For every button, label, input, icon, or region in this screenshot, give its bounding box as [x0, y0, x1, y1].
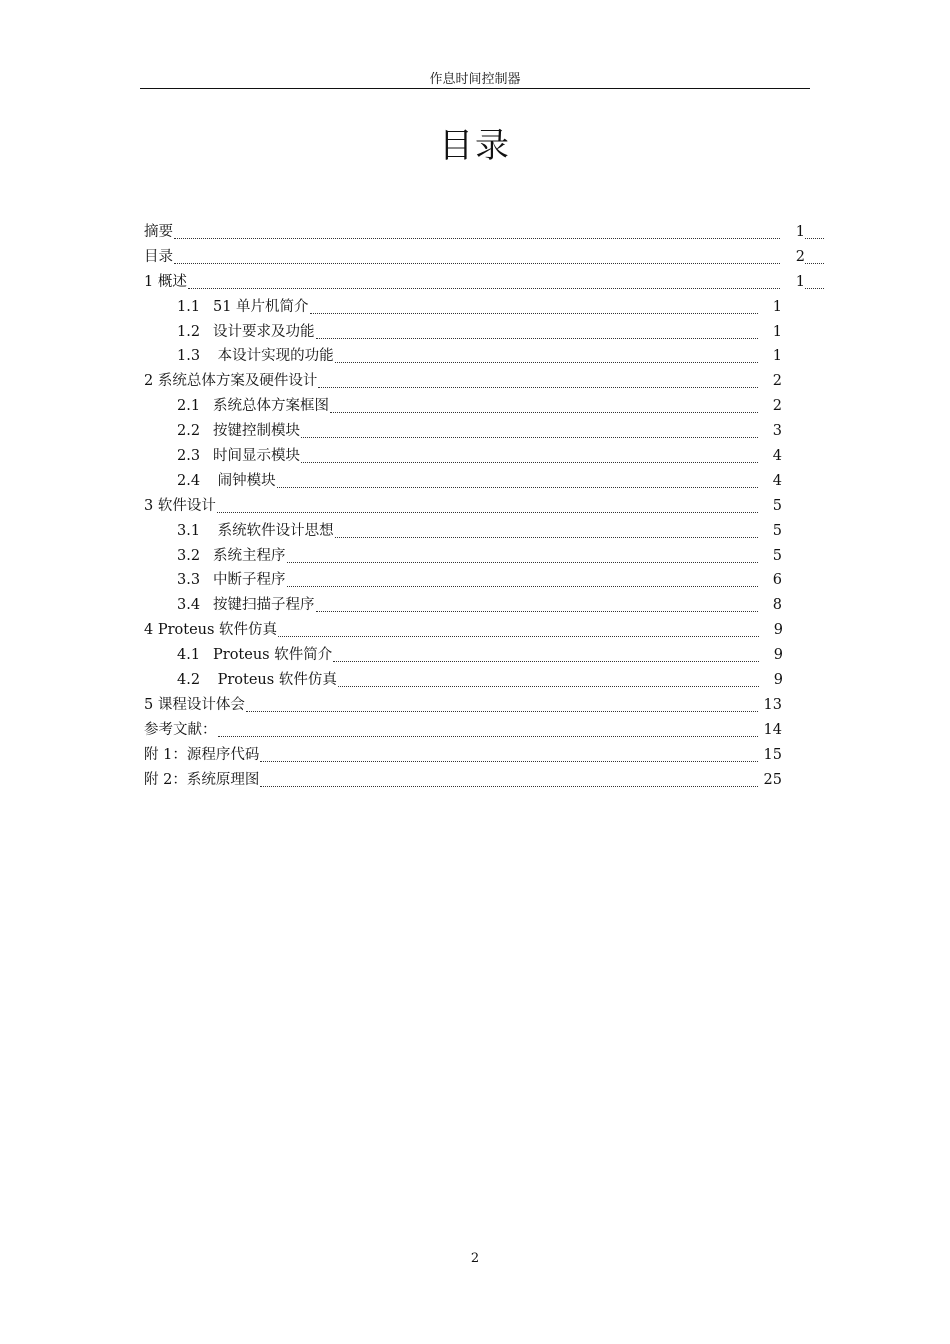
toc-entry[interactable]	[144, 471, 824, 496]
toc-entry-page: 15	[758, 745, 782, 765]
toc-entry-label	[177, 421, 301, 441]
toc-dot-leader	[217, 500, 762, 513]
toc-entry-number: 3.2	[177, 547, 201, 564]
toc-entry[interactable]	[144, 222, 824, 247]
toc-entry-page: 9	[759, 645, 783, 665]
toc-entry[interactable]	[144, 695, 824, 720]
toc-entry-text: 参考文献：	[144, 721, 217, 738]
toc-entry-page: 1	[758, 346, 782, 366]
toc-entry[interactable]	[144, 371, 824, 396]
toc-entry-label	[177, 546, 287, 566]
toc-entry-page: 25	[758, 770, 782, 790]
toc-entry-number: 2.4	[177, 472, 201, 489]
toc-dot-leader	[218, 724, 762, 737]
toc-entry-text: 按键扫描子程序	[213, 597, 315, 614]
toc-entry-label	[144, 695, 246, 715]
toc-entry[interactable]	[144, 570, 824, 595]
toc-entry-label	[177, 396, 330, 416]
toc-entry-label	[177, 346, 335, 366]
toc-entry[interactable]	[144, 745, 824, 770]
toc-entry-number: 3.4	[177, 597, 201, 614]
toc-entry-page: 14	[758, 720, 782, 740]
toc-entry-label	[177, 446, 301, 466]
toc-dot-leader	[260, 749, 762, 762]
toc-entry-label	[177, 645, 333, 665]
toc-entry[interactable]	[144, 595, 824, 620]
toc-entry[interactable]	[144, 396, 824, 421]
toc-entry[interactable]	[144, 670, 824, 695]
toc-entry[interactable]	[144, 546, 824, 571]
toc-entry-page: 9	[759, 670, 783, 690]
toc-entry[interactable]	[144, 297, 824, 322]
toc-entry-number: 4	[144, 622, 154, 639]
toc-entry[interactable]	[144, 620, 824, 645]
toc-dot-leader	[287, 574, 762, 587]
toc-entry-page: 5	[758, 496, 782, 516]
toc-entry-number: 3.3	[177, 572, 201, 589]
toc-dot-leader	[188, 276, 824, 289]
toc-entry-label	[177, 570, 287, 590]
toc-entry-text: Proteus 软件仿真	[213, 672, 337, 689]
toc-entry-number: 4.1	[177, 647, 201, 664]
toc-entry-page: 6	[758, 570, 782, 590]
toc-entry-text: 课程设计体会	[157, 696, 245, 713]
toc-entry-label	[144, 496, 217, 516]
toc-entry-text: Proteus 软件简介	[213, 647, 333, 664]
toc-entry-text: 软件设计	[157, 497, 216, 514]
toc-entry[interactable]	[144, 247, 824, 272]
toc-entry[interactable]	[144, 346, 824, 371]
toc-entry-text: 中断子程序	[213, 572, 286, 589]
toc-dot-leader	[333, 649, 763, 662]
toc-dot-leader	[310, 301, 762, 314]
toc-title: 目录	[439, 126, 511, 166]
toc-entry-label	[144, 620, 278, 640]
toc-dot-leader	[174, 226, 824, 239]
toc-dot-leader	[287, 550, 762, 563]
toc-entry-page: 1	[781, 222, 805, 242]
toc-entry[interactable]	[144, 446, 824, 471]
toc-entry-text: 设计要求及功能	[213, 323, 315, 340]
table-of-contents	[144, 222, 824, 794]
toc-entry-number: 1	[144, 273, 154, 290]
toc-entry-number: 1.2	[177, 323, 201, 340]
toc-entry-page: 2	[758, 396, 782, 416]
toc-entry-text: 51 单片机简介	[213, 298, 309, 315]
toc-entry-label	[177, 322, 316, 342]
toc-entry-label	[144, 371, 318, 391]
toc-dot-leader	[316, 599, 762, 612]
toc-dot-leader	[278, 624, 763, 637]
toc-entry-page: 2	[781, 247, 805, 267]
toc-entry-text: 摘要	[144, 224, 173, 240]
toc-entry-label	[177, 595, 316, 615]
running-header: 作息时间控制器	[429, 72, 521, 87]
toc-dot-leader	[246, 699, 762, 712]
toc-entry-number: 2	[144, 373, 154, 390]
toc-entry[interactable]	[144, 322, 824, 347]
toc-entry[interactable]	[144, 770, 824, 795]
toc-entry-number: 2.3	[177, 448, 201, 465]
toc-entry-page: 8	[758, 595, 782, 615]
toc-entry-text: 附 2：系统原理图	[144, 771, 260, 788]
toc-entry[interactable]	[144, 645, 824, 670]
toc-entry-page: 4	[758, 471, 782, 491]
toc-dot-leader	[260, 774, 762, 787]
toc-dot-leader	[301, 450, 762, 463]
toc-entry-text: 时间显示模块	[213, 448, 300, 465]
header-rule	[140, 88, 810, 89]
toc-entry-number: 3.1	[177, 522, 201, 539]
toc-entry-text: 闹钟模块	[213, 472, 276, 489]
toc-entry-label	[144, 720, 218, 740]
toc-entry-text: 本设计实现的功能	[213, 348, 334, 365]
toc-entry-text: 系统总体方案及硬件设计	[157, 373, 318, 390]
toc-entry-label	[177, 297, 310, 317]
toc-entry-page: 1	[781, 272, 805, 292]
toc-entry-label	[177, 670, 338, 690]
toc-entry-label	[144, 770, 260, 790]
toc-entry-label	[144, 272, 188, 292]
toc-dot-leader	[174, 251, 824, 264]
toc-entry-number: 1.3	[177, 348, 201, 365]
toc-entry-page: 13	[758, 695, 782, 715]
toc-entry-number: 3	[144, 497, 154, 514]
toc-entry-label	[144, 222, 174, 242]
toc-entry-label	[144, 745, 260, 765]
toc-entry-number: 1.1	[177, 298, 201, 315]
toc-dot-leader	[301, 425, 762, 438]
toc-dot-leader	[338, 674, 763, 687]
page-number: 2	[470, 1251, 480, 1266]
toc-entry-number: 2.2	[177, 423, 201, 440]
toc-dot-leader	[335, 525, 762, 538]
toc-entry-page: 4	[758, 446, 782, 466]
toc-entry-label	[177, 521, 335, 541]
toc-dot-leader	[335, 350, 762, 363]
toc-entry-text: 附 1：源程序代码	[144, 746, 260, 763]
toc-entry-label	[144, 247, 174, 267]
toc-dot-leader	[316, 326, 762, 339]
toc-entry-page: 3	[758, 421, 782, 441]
toc-entry-text: 系统总体方案框图	[213, 398, 329, 415]
toc-entry-page: 5	[758, 521, 782, 541]
toc-entry[interactable]	[144, 720, 824, 745]
toc-entry-text: 系统软件设计思想	[213, 522, 334, 539]
toc-entry-page: 2	[758, 371, 782, 391]
toc-entry-label	[177, 471, 277, 491]
toc-entry-page: 1	[758, 322, 782, 342]
toc-entry-text: 按键控制模块	[213, 423, 300, 440]
toc-entry-page: 9	[759, 620, 783, 640]
toc-entry-number: 5	[144, 696, 154, 713]
toc-entry[interactable]	[144, 421, 824, 446]
toc-entry[interactable]	[144, 521, 824, 546]
toc-entry-text: Proteus 软件仿真	[157, 622, 278, 639]
toc-entry[interactable]	[144, 272, 824, 297]
toc-dot-leader	[277, 475, 762, 488]
toc-entry-page: 1	[758, 297, 782, 317]
toc-entry[interactable]	[144, 496, 824, 521]
toc-entry-number: 2.1	[177, 398, 201, 415]
toc-dot-leader	[318, 375, 762, 388]
toc-dot-leader	[330, 400, 762, 413]
toc-entry-page: 5	[758, 546, 782, 566]
toc-entry-text: 系统主程序	[213, 547, 286, 564]
toc-entry-number: 4.2	[177, 672, 201, 689]
toc-entry-text: 目录	[144, 248, 173, 265]
toc-entry-text: 概述	[157, 273, 187, 290]
